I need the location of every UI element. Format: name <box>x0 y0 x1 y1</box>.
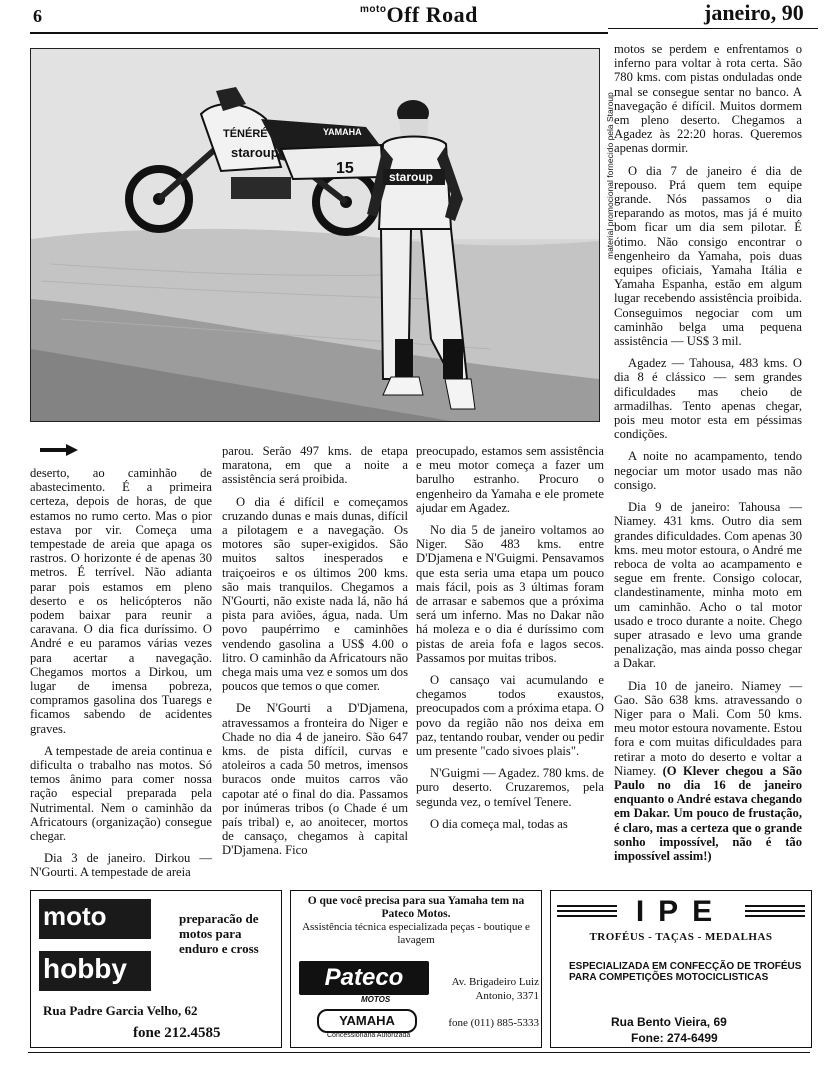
continuation-arrow-icon <box>40 444 78 456</box>
page-number: 6 <box>33 6 42 26</box>
rider-motorcycle-photo <box>30 48 600 422</box>
ipe-tagline: TROFÉUS - TAÇAS - MEDALHAS <box>589 931 773 943</box>
header-rule-right <box>608 28 818 29</box>
bike-label-staroup: staroup <box>231 145 279 160</box>
paragraph: Dia 3 de janeiro. Dirkou — N'Gourti. A tempestade de areia <box>30 851 212 880</box>
paragraph: No dia 5 de janeiro voltamos ao Niger. São 483 kms. entre D'Djamena e N'Guigmi. Pensavamos que esta seria uma etapa um pouco mais fácil, pois as 3 últimas foram de arrasar e sabemos que a próxima será um inferno. Mas no Dakar não há moleza e o dia é duríssimo com pistas de areia fofa e lagos secos. Passamos por muitas tribos. <box>416 523 604 665</box>
motohobby-logo <box>39 899 151 991</box>
paragraph: O cansaço vai acumulando e chegamos todos exaustos, preocupados com a próxima etapa. O povo da região não nos deixa em paz, tentando roubar, vender ou pedir um presente "cado sivoes plais". <box>416 673 604 759</box>
paragraph: Dia 9 de janeiro: Tahousa — Niamey. 431 kms. Outro dia sem grandes dificuldades. Com apenas 30 kms. meu motor estoura, o André me reboca de volta ao acampamento e segue em frente. Consigo colocar, clandestinamente, minha moto em um caminhão. Acho o tal motor usado e troco durante a noite. Chego super atrasado e levo uma grande penalização, mas ainda posso chegar a Dakar. <box>614 500 802 671</box>
paragraph: N'Guigmi — Agadez. 780 kms. de puro deserto. Cruzaremos, pela segunda vez, o temível Tenere. <box>416 766 605 809</box>
logo-divider <box>39 939 151 951</box>
paragraph <box>614 679 802 864</box>
paragraph: O dia começa mal, todas as <box>430 816 568 831</box>
motohobby-tagline: preparacão de motos para enduro e cross <box>179 911 259 956</box>
motohobby-logo-bottom: hobby <box>43 953 127 984</box>
ad-pateco <box>290 890 542 1048</box>
article-column-3 <box>416 444 604 839</box>
yamaha-dealer-label: Concessionária Autorizada <box>327 1032 411 1039</box>
ad-motohobby <box>30 890 282 1048</box>
rider-label-staroup: staroup <box>389 170 434 184</box>
pateco-headline: O que você precisa para sua Yamaha tem na Pateco Motos. <box>307 895 525 920</box>
pateco-address: Av. Brigadeiro Luiz Antonio, 3371 <box>451 976 539 1002</box>
ipe-address: Rua Bento Vieira, 69 <box>611 1015 727 1029</box>
ipe-phone: Fone: 274-6499 <box>631 1031 718 1045</box>
article-column-4 <box>614 42 802 871</box>
issue-date: janeiro, 90 <box>704 0 804 25</box>
paragraph: preocupado, estamos sem assistência e meu motor começa a fazer um barulho estranho. Procuro o engenheiro da Yamaha e ele promete ajudar em Agadez. <box>416 444 604 515</box>
yamaha-logo: YAMAHA <box>317 1009 417 1033</box>
masthead-small: moto <box>360 4 387 15</box>
pateco-logo: Pateco <box>299 961 429 995</box>
article-column-1 <box>30 466 212 888</box>
motohobby-logo-top: moto <box>43 901 107 931</box>
paragraph: De N'Gourti a D'Djamena, atravessamos a fronteira do Niger e Chade no dia 4 de janeiro. São 647 kms. de pista difícil, curvas e atoleiros a cada 50 metros, imensos buracos onde muitos carros vão capotar até o final do dia. Passamos por inúmeras tribos (o Chade é um país tribal) e, ao anoitecer, mortos de cansaço, chegamos à capital D'Djamena. Fico <box>222 701 408 858</box>
bike-label-number: 15 <box>336 160 354 177</box>
pateco-logo-sub: MOTOS <box>361 995 391 1004</box>
paragraph: Agadez — Tahousa, 483 kms. O dia 8 é clássico — sem grandes dificuldades mas cheio de armadilhas. Tento apenas chegar, pois meu motor esta em péssimas condições. <box>614 356 802 442</box>
paragraph: parou. Serão 497 kms. de etapa maratona, em que a noite a assistência será proibida. <box>222 444 408 487</box>
masthead <box>360 2 478 28</box>
article-column-2 <box>222 444 408 866</box>
paragraph: A noite no acampamento, tendo negociar um motor usado mas não consigo. <box>614 449 802 492</box>
paragraph: deserto, ao caminhão de abastecimento. É a primeira certeza, depois de horas, de que estamos no rumo certo. Mas o pior estava por vir. Começa uma tempestade de areia que apaga os rastros. O horizonte é de apenas 30 metros. É terrível. Não adianta parar pois estamos em pleno deserto e os helicópteros não podem baixar para reunir a caravana. O dia fica duríssimo. O André e eu paramos várias vezes para acertar a navegação. Chegamos mortos a Dirkou, um lugar de imensa pobreza, compramos gasolina dos Tuaregs e ficamos sabendo de acidentes graves. <box>30 466 212 736</box>
paragraph: motos se perdem e enfrentamos o inferno para voltar à rota certa. São 780 kms. com pistas onduladas onde mal se consegue sentar no banco. A navegação é difícil. Muitos dormem em pleno deserto. Chegamos a Agadez às 22:20 horas. Queremos apenas dormir. <box>614 42 802 156</box>
ipe-logo: IPE <box>635 895 727 928</box>
paragraph: O dia é difícil e começamos cruzando dunas e mais dunas, difícil a pilotagem e a navegação. Os motores são super-exigidos. São muitos saltos inesperados e traiçoeiros e os últimos 200 kms. são mais tranquilos. Chegamos a N'Gourti, não existe nada lá, não há pista para aviões, água, nada. Um povo paupérrimo e caminhões vendendo gasolina a US$ 4.00 o litro. O caminhão da Africatours não chega mais uma vez e somos um dos poucos que temos o que comer. <box>222 494 408 694</box>
bottom-rule <box>28 1052 810 1053</box>
ipe-description: ESPECIALIZADA EM CONFECÇÃO DE TROFÉUS PARA COMPETIÇÕES MOTOCICLISTICAS <box>569 961 802 983</box>
ad-ipe <box>550 890 812 1048</box>
photo-credit-text: material promocional fornecido pela Staroup <box>605 92 615 259</box>
motohobby-phone: fone 212.4585 <box>133 1025 221 1041</box>
bike-label-yamaha: YAMAHA <box>323 127 362 137</box>
paragraph-text: Dia 10 de janeiro. Niamey — Gao. São 638 kms. atravessando o Niger para o Mali. Com 50 kms. meu motor estoura novamente. Estou fora e com muitas dificuldades para retirar a moto do deserto e voltar a Niamey. <box>614 678 802 778</box>
pateco-phone: fone (011) 885-5333 <box>448 1017 539 1029</box>
photo-illustration <box>31 49 599 421</box>
paragraph: O dia 7 de janeiro é dia de repouso. Prá quem tem equipe grande. Nós passamos o dia reparando as motos, mas já é muito bom ficar um dia sem pilotar. É ótimo. Não consigo encontrar o engenheiro da Yamaha, pois duas equipes oficiais, Yamaha Itália e Yamaha Espanha, estão em algum lugar recebendo assistência proibida. Conseguimos negociar com um caminhão belga uma pequena assistência — US$ 3 mil. <box>614 163 802 349</box>
header-rule <box>30 32 608 34</box>
bike-label-tenere: TÉNÉRÉ <box>223 128 268 140</box>
pateco-services: Assistência técnica especializada peças - boutique e lavagem <box>302 921 530 946</box>
paragraph: A tempestade de areia continua e dificulta o trabalho nas motos. Só temos ânimo para comer nossa ração especial preparada pela Nutrimental. Nem o caminhão da Africatours (organização) consegue chegar. <box>30 743 212 844</box>
motohobby-address: Rua Padre Garcia Velho, 62 <box>43 1003 198 1018</box>
masthead-title: Off Road <box>386 2 478 27</box>
closing-note: (O Klever chegou a São Paulo no dia 16 de janeiro enquanto o André estava chegando em Dakar. Um pouco de frustação, é claro, mas a certeza que o grande sonho impossível, não é tão impossível assim!) <box>614 763 802 863</box>
